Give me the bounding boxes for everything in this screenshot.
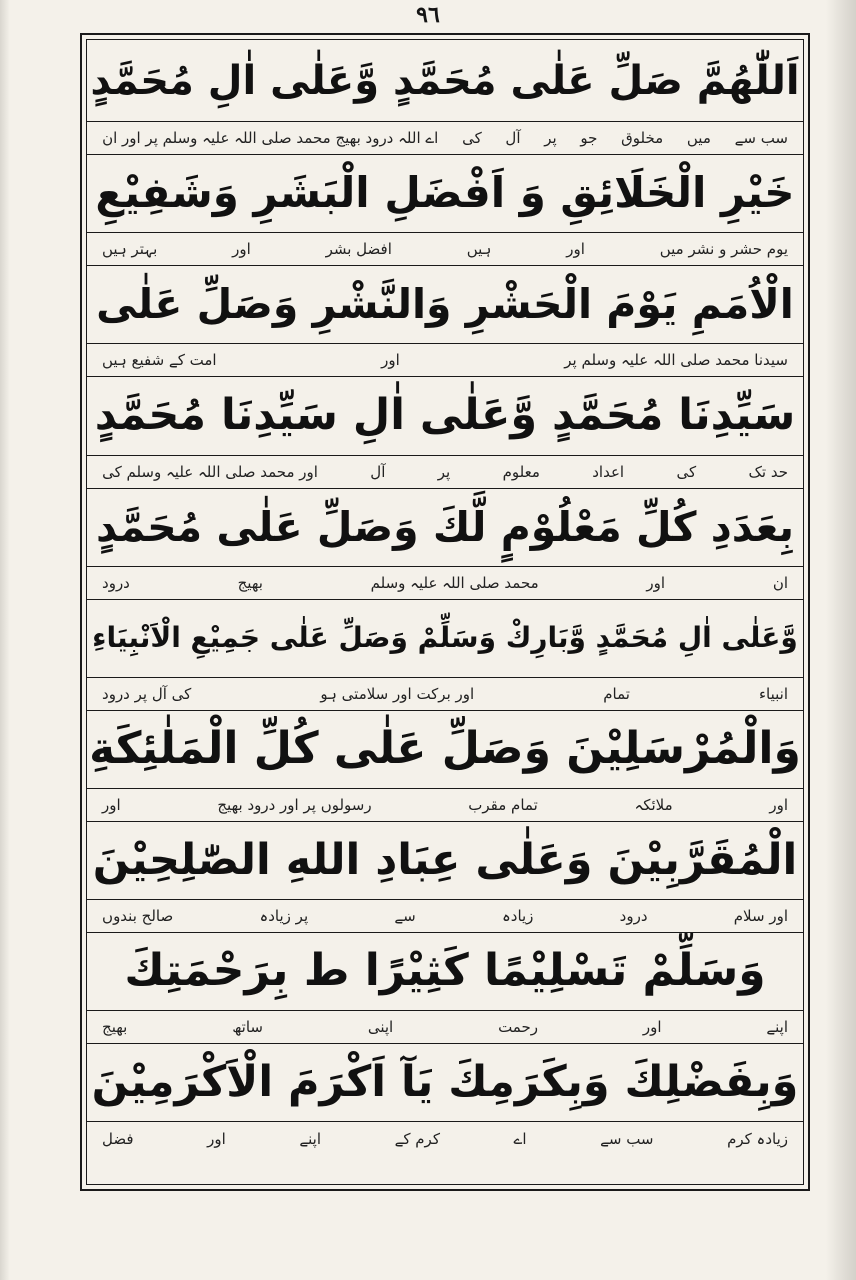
urdu-word: افضل بشر bbox=[325, 240, 392, 258]
urdu-word: محمد صلی اللہ علیہ وسلم bbox=[370, 574, 539, 592]
urdu-word: میں bbox=[686, 129, 711, 147]
urdu-word: اپنے bbox=[766, 1018, 788, 1036]
urdu-word: بھیج bbox=[237, 574, 263, 592]
urdu-translation-line-2 bbox=[86, 232, 804, 266]
urdu-word: ساتھ bbox=[232, 1018, 263, 1036]
urdu-word: سب سے bbox=[600, 1129, 654, 1148]
urdu-word: اور bbox=[232, 240, 251, 258]
urdu-word: سے bbox=[394, 907, 416, 925]
urdu-word: درود bbox=[619, 907, 648, 925]
urdu-word: اور bbox=[102, 796, 121, 814]
urdu-word: معلوم bbox=[502, 463, 540, 481]
urdu-translation-line-8 bbox=[86, 899, 804, 933]
urdu-word: سب سے bbox=[734, 129, 788, 147]
urdu-word: درود bbox=[102, 574, 130, 592]
urdu-word: کرم کے bbox=[394, 1129, 440, 1148]
urdu-word: اور bbox=[646, 574, 666, 592]
urdu-word: رسولوں پر اور درود بھیج bbox=[217, 796, 372, 814]
urdu-word: اعداد bbox=[592, 463, 625, 481]
urdu-word: کی bbox=[462, 129, 482, 147]
urdu-translation-line-3 bbox=[86, 343, 804, 377]
arabic-line-10: وَبِفَضْلِكَ وَبِكَرَمِكَ يَآ اَكْرَمَ الْاَكْرَمِيْنَ bbox=[91, 1057, 799, 1107]
page-number: ٩٦ bbox=[416, 2, 440, 28]
urdu-word: تمام bbox=[603, 685, 630, 703]
urdu-word: رحمت bbox=[498, 1018, 538, 1036]
urdu-word: اور bbox=[381, 351, 400, 369]
urdu-word: اے bbox=[513, 1129, 527, 1148]
urdu-translation-line-7 bbox=[86, 788, 804, 822]
urdu-word: تمام مقرب bbox=[468, 796, 538, 814]
urdu-word: پر زیادہ bbox=[259, 907, 309, 925]
urdu-word: بہتر ہیں bbox=[102, 240, 158, 258]
urdu-word: اپنی bbox=[367, 1018, 394, 1036]
arabic-line-3: الْاُمَمِ يَوْمَ الْحَشْرِ وَالنَّشْرِ وَصَلِّ عَلٰى bbox=[96, 280, 794, 328]
urdu-word: زیادہ کرم bbox=[727, 1129, 788, 1148]
text-frame bbox=[80, 33, 810, 1191]
urdu-word: زیادہ bbox=[501, 907, 534, 925]
arabic-line-8: الْمُقَرَّبِيْنَ وَعَلٰى عِبَادِ اللهِ الصّٰلِحِيْنَ bbox=[92, 835, 798, 885]
urdu-word: صالح بندوں bbox=[102, 907, 174, 925]
urdu-word: ان bbox=[772, 574, 788, 592]
page-left-edge bbox=[0, 0, 10, 1280]
urdu-word: سیدنا محمد صلی اللہ علیہ وسلم پر bbox=[564, 351, 788, 369]
urdu-word: کی bbox=[676, 463, 697, 481]
urdu-word: یوم حشر و نشر میں bbox=[659, 240, 788, 258]
urdu-word: اور bbox=[769, 796, 788, 814]
urdu-word: انبیاء bbox=[758, 685, 788, 703]
urdu-word: کی آل پر درود bbox=[102, 685, 192, 703]
urdu-word: فضل bbox=[102, 1129, 134, 1148]
urdu-word: آل bbox=[370, 463, 386, 481]
urdu-word: اے اللہ درود بھیج محمد صلی اللہ علیہ وسلم پر اور ان bbox=[102, 129, 439, 147]
arabic-line-1: اَللّٰهُمَّ صَلِّ عَلٰى مُحَمَّدٍ وَّعَلٰى اٰلِ مُحَمَّدٍ bbox=[90, 58, 800, 104]
urdu-word: پر bbox=[544, 129, 557, 147]
urdu-word: حد تک bbox=[748, 463, 788, 481]
arabic-line-7: وَالْمُرْسَلِيْنَ وَصَلِّ عَلٰى كُلِّ الْمَلٰئِكَةِ bbox=[89, 723, 801, 774]
urdu-word: اور برکت اور سلامتی ہو bbox=[320, 685, 475, 703]
urdu-word: ہیں bbox=[466, 240, 492, 258]
urdu-translation-line-1 bbox=[86, 121, 804, 155]
arabic-line-2: خَيْرِ الْخَلَائِقِ وَ اَفْضَلِ الْبَشَرِ وَشَفِيْعِ bbox=[95, 168, 795, 217]
urdu-translation-line-9 bbox=[86, 1010, 804, 1044]
urdu-word: اور محمد صلی اللہ علیہ وسلم کی bbox=[102, 463, 318, 481]
urdu-word: آل bbox=[505, 129, 521, 147]
urdu-word: اپنے bbox=[299, 1129, 321, 1148]
urdu-word: مخلوق bbox=[621, 129, 664, 147]
urdu-translation-line-5 bbox=[86, 566, 804, 600]
urdu-word: جو bbox=[580, 129, 598, 147]
urdu-word: اور bbox=[566, 240, 585, 258]
urdu-word: پر bbox=[437, 463, 451, 481]
arabic-line-5: بِعَدَدِ كُلِّ مَعْلُوْمٍ لَّكَ وَصَلِّ عَلٰى مُحَمَّدٍ bbox=[96, 503, 794, 551]
urdu-word: بھیج bbox=[102, 1018, 128, 1036]
urdu-word: امت کے شفیع ہیں bbox=[102, 351, 217, 369]
urdu-translation-line-10 bbox=[86, 1121, 804, 1155]
urdu-translation-line-4 bbox=[86, 455, 804, 489]
urdu-word: اور سلام bbox=[733, 907, 788, 925]
urdu-word: اور bbox=[207, 1129, 226, 1148]
urdu-translation-line-6 bbox=[86, 677, 804, 711]
arabic-line-6: وَّعَلٰى اٰلِ مُحَمَّدٍ وَّبَارِكْ وَسَلِّمْ وَصَلِّ عَلٰى جَمِيْعِ الْاَنْبِيَاءِ bbox=[92, 621, 798, 654]
arabic-line-4: سَيِّدِنَا مُحَمَّدٍ وَّعَلٰى اٰلِ سَيِّدِنَا مُحَمَّدٍ bbox=[94, 390, 796, 440]
urdu-word: اور bbox=[642, 1018, 662, 1036]
arabic-line-9: وَسَلِّمْ تَسْلِيْمًا كَثِيْرًا ط بِرَحْمَتِكَ bbox=[124, 945, 766, 996]
urdu-word: ملائکہ bbox=[634, 796, 673, 814]
page-gutter-shadow bbox=[826, 0, 856, 1280]
